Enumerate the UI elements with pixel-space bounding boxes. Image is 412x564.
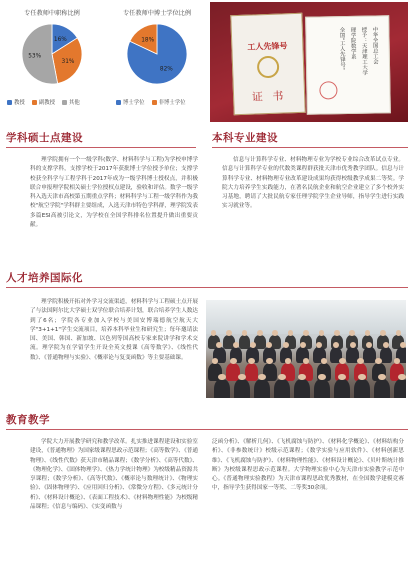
chart-legend xyxy=(116,98,186,106)
person-figure xyxy=(354,379,369,398)
certificate-word: 证 书 xyxy=(251,89,287,104)
section-title-undergrad-program: 本科专业建设 xyxy=(212,132,278,144)
legend-label: 教授 xyxy=(14,100,25,106)
person-head xyxy=(300,342,306,348)
person-head xyxy=(394,358,401,364)
section-divider xyxy=(6,147,196,148)
pie-data-label: 82% xyxy=(159,66,173,73)
pie-chart xyxy=(4,20,100,92)
certificate-line: 全国"工人先锋号" xyxy=(338,27,346,70)
certificate-line: 理学院数学系 xyxy=(349,26,356,60)
section-divider xyxy=(6,287,408,288)
person-figure xyxy=(274,379,289,398)
person-head xyxy=(283,342,289,348)
seal-stamp-icon xyxy=(319,81,337,99)
section-divider xyxy=(6,429,408,430)
paragraph: 泛函分析》、《解析几何》、《飞机腐蚀与防护》、《材料化学概论》、《材料结构分析》、《非参数统计》校级示范课程；《数学实验与应用软件》、《材料创新思维》、《飞机腐蚀与防护》、《材料物理性能》、《材料设计概论》、《贝叶斯统计推断》为校级课程思政示范课程。大学物理实验中心为天津市实验教学示范中心。《普通物理实验教程》为天津市课程思政优秀教材，在全国数学建模竞赛中，指导学生获得国家一等奖、二等奖30余项。 xyxy=(212,439,404,492)
person-figure xyxy=(294,379,309,398)
legend-swatch xyxy=(32,100,37,105)
paragraph: 信息与计算科学专业、材料物理专业为学校专业综合改革试点专业。信息与计算科学专业的代数类课程群获批天津市优秀教学团队。信息与计算科学专业、材料物理专业改革建设成果均获得校级教学成果二等奖。学院大力培养学生实践能力，在著名民航企业和航空企业建立了多个校外实习基地，聘请了大批民航专家任理学院学生企业导师，指导学生进行实践实习就业等。 xyxy=(222,157,404,210)
chart-doctor-degree xyxy=(106,8,208,112)
person-head xyxy=(257,330,263,336)
person-head xyxy=(357,358,364,364)
chart-title: 专任教师中博士学位比例 xyxy=(122,10,192,17)
person-figure xyxy=(374,379,389,398)
legend-item xyxy=(7,98,25,106)
legend-label: 博士学位 xyxy=(123,100,145,106)
person-head xyxy=(319,330,325,336)
section-title-teaching: 教育教学 xyxy=(6,414,50,426)
person-figure xyxy=(314,379,329,398)
person-figure xyxy=(363,347,376,363)
legend-label: 其他 xyxy=(68,100,80,106)
person-figure xyxy=(394,379,406,398)
person-head xyxy=(338,374,345,380)
pie-data-label: 18% xyxy=(141,37,155,44)
legend-swatch xyxy=(116,100,121,105)
certificate-photo xyxy=(210,2,408,122)
person-head xyxy=(334,330,340,336)
legend-swatch xyxy=(152,100,157,105)
section-body-master-program xyxy=(30,156,198,230)
section-body-international xyxy=(30,298,198,363)
person-figure xyxy=(254,379,269,398)
person-head xyxy=(349,330,355,336)
section-divider xyxy=(212,147,408,148)
paragraph: 理学院拥有一个一级学科(数学、材料科学与工程)为学校申博学科的支撑学科，支撑学校于2017年获批博士学位授予单位；支撑学校获全科学与工程学科于2017年成为一级学科博士授权点，并积极联合申报理学院相关硕士学位授权点建设，验收和评估。数学一级学科入选天津市高校第五期重点学科；材料科学与工程一级学科作为我校"航空学院"学科群主要组成，入选天津市特色学科群，理学院发表多篇ESI高被引论文，为学校在全国学科排名位置提升做出重要贡献。 xyxy=(30,157,198,229)
certificate-inner-page xyxy=(305,15,391,114)
person-head xyxy=(233,342,239,348)
person-head xyxy=(285,358,292,364)
person-figure xyxy=(334,379,349,398)
legend-swatch xyxy=(7,100,12,105)
pie-data-label: 16% xyxy=(53,36,67,43)
chart-title: 专任教师中职称比例 xyxy=(24,10,80,17)
person-figure xyxy=(214,379,229,398)
person-head xyxy=(298,374,305,380)
person-head xyxy=(318,374,325,380)
person-head xyxy=(400,342,406,348)
person-head xyxy=(258,374,265,380)
certificate-line: 授予：天津理工大学 xyxy=(360,26,368,76)
person-head xyxy=(248,358,255,364)
legend-swatch xyxy=(62,100,67,105)
person-head xyxy=(383,342,389,348)
person-head xyxy=(380,330,386,336)
section-body-undergrad-program xyxy=(222,156,404,212)
paragraph: 学院大力开展教学研究和教学改革。扎实推进课程建设和实验室建设，《普通物理》为国家级课程思政示范课程；《高等数学》、《普通物理》、《线性代数》获天津市精品课程；《数学分析》、《高等代数》、《物理化学》、《固体物理学》、《热力学统计物理》为校级精品资源共享课程；《数学分析》、《高等代数》、《概率论与数理统计》、《物理实验》、《固体物理学》、《应用回归分析》、《常微分方程》、《多元统计分析》、《材料设计概论》、《表面工程技术》、《材料物理性能》为校级精品课程；《信息与编码》、《实变函数与 xyxy=(30,439,198,511)
person-head xyxy=(272,330,278,336)
legend-item xyxy=(116,98,145,106)
person-head xyxy=(250,342,256,348)
person-figure xyxy=(245,363,259,381)
section-title-international: 人才培养国际化 xyxy=(6,272,83,284)
person-head xyxy=(278,374,285,380)
person-figure xyxy=(234,379,249,398)
section-body-teaching-left xyxy=(30,438,198,512)
person-head xyxy=(303,330,309,336)
chart-faculty-titles xyxy=(4,8,100,112)
pie-chart xyxy=(106,20,208,92)
legend-item xyxy=(152,98,186,106)
certificate-line: 中华全国总工会 xyxy=(371,26,378,65)
legend-item xyxy=(62,98,80,106)
legend-label: 副教授 xyxy=(38,100,55,106)
person-head xyxy=(350,342,356,348)
person-head xyxy=(333,342,339,348)
certificate-cover xyxy=(230,13,305,115)
certificate-logo: 工人先锋号 xyxy=(247,41,288,52)
person-head xyxy=(378,374,385,380)
person-head xyxy=(339,358,346,364)
paragraph: 理学院积极开拓对外学习交流渠道，材料科学与工程硕士点开展了与法国阿尔比大学硕士双学位联合培养计划，联合培养学生人数达到了6名；学院各专业加入学校与美国安博瑞德航空航天大学"3+1+1"学生交流项目，培养本科毕业生和研究生；每年邀请法国、美国、韩国、新加坡、以色列等国高校专家来院讲学和学术交流。理学院为在学留学生开设全英文授课《高等数学》、《线性代数》、《普通物理与实验》、《概率论与复变函数》等主要基础课。 xyxy=(30,299,198,361)
pie-data-label: 53% xyxy=(28,53,42,60)
section-title-master-program: 学科硕士点建设 xyxy=(6,132,83,144)
person-head xyxy=(398,374,405,380)
person-head xyxy=(230,358,237,364)
person-head xyxy=(238,374,245,380)
person-head xyxy=(358,374,365,380)
person-head xyxy=(218,374,225,380)
legend-label: 非博士学位 xyxy=(158,100,186,106)
legend-item xyxy=(32,98,55,106)
group-photo xyxy=(206,300,406,398)
person-head xyxy=(226,330,232,336)
person-head xyxy=(375,358,382,364)
chart-legend xyxy=(7,98,80,106)
section-body-teaching-right xyxy=(212,438,404,494)
person-head xyxy=(266,358,273,364)
emblem-icon xyxy=(257,56,280,79)
person-head xyxy=(396,330,402,336)
pie-data-label: 31% xyxy=(61,58,75,65)
